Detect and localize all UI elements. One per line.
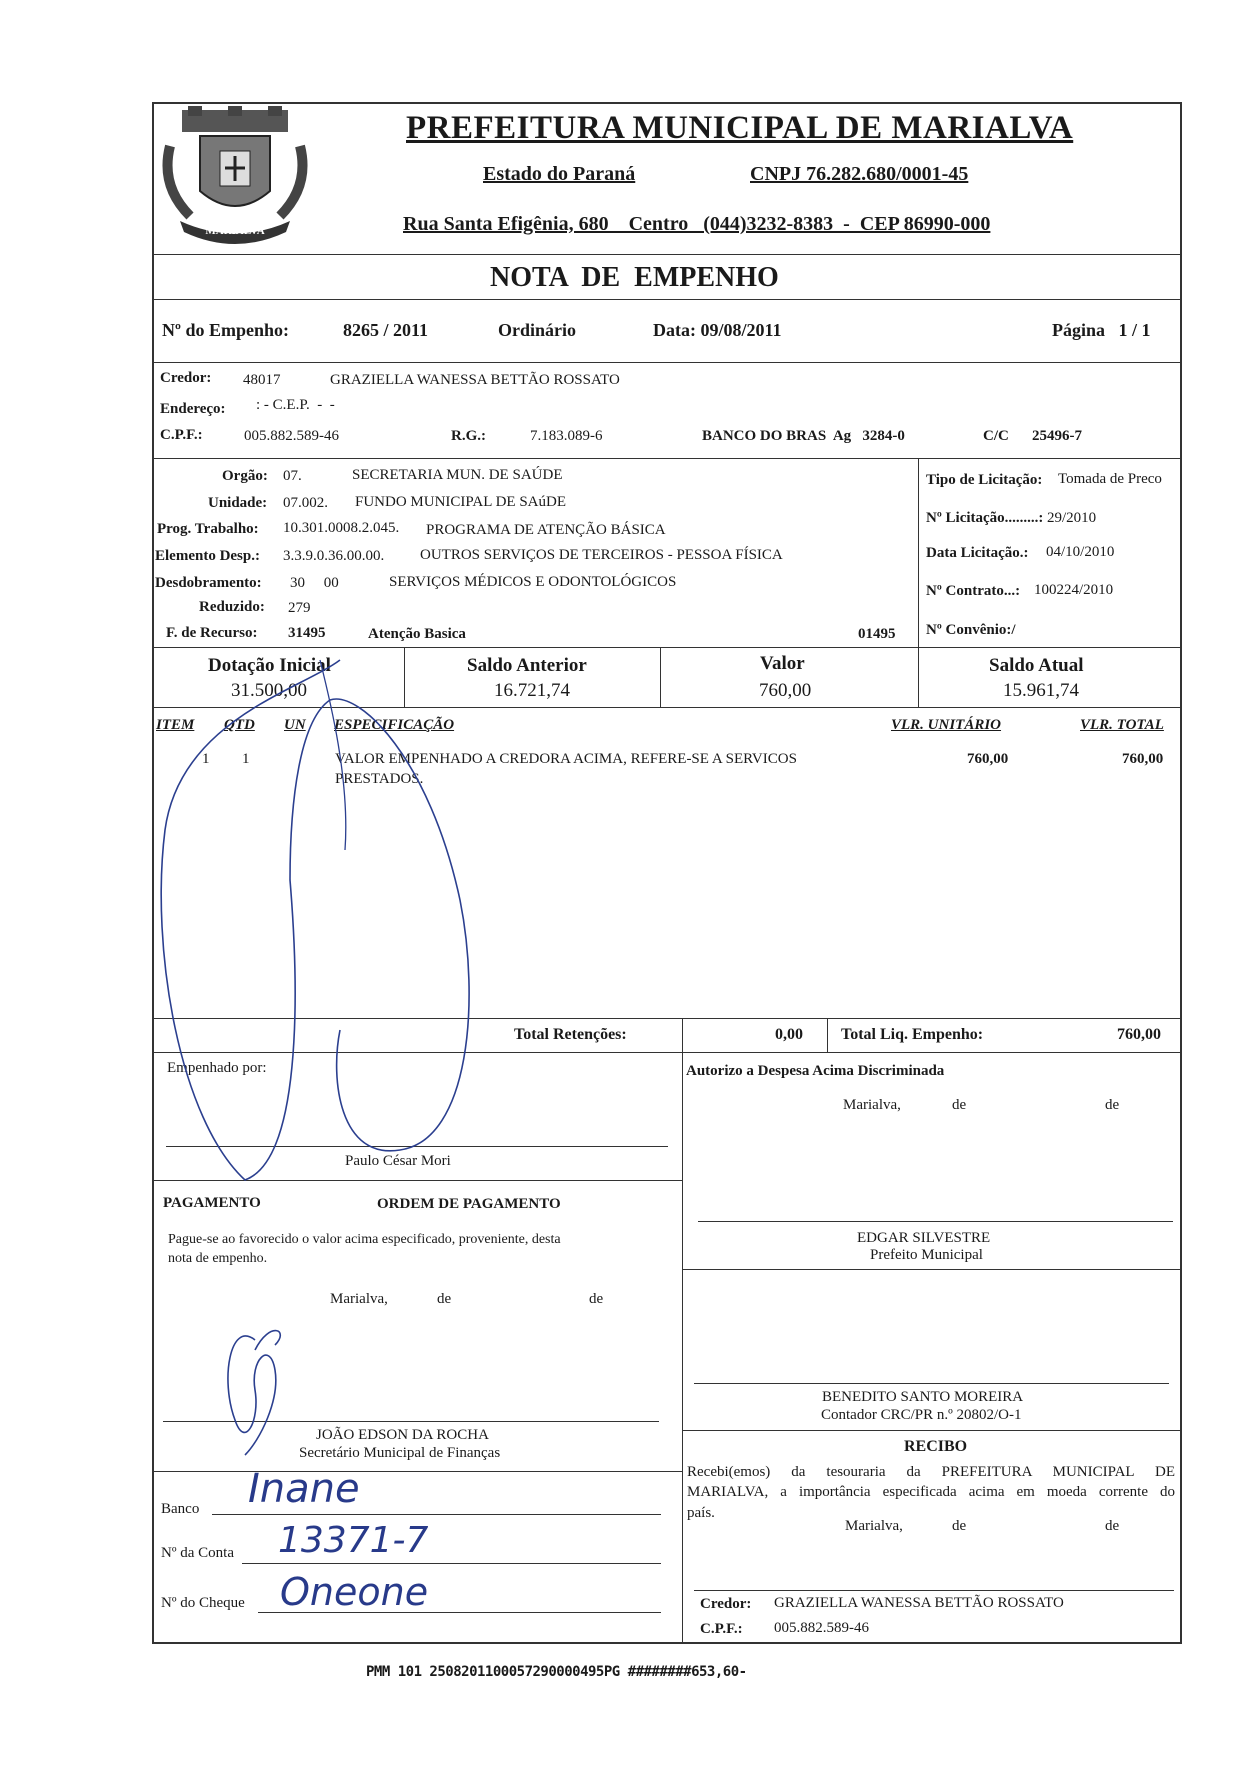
autorizo-label: Autorizo a Despesa Acima Discriminada	[686, 1063, 945, 1079]
header-address: Rua Santa Efigênia, 680 Centro (044)3232-8383 - CEP 86990-000	[403, 213, 991, 235]
empenho-number: 8265 / 2011	[343, 320, 429, 340]
banco-info: BANCO DO BRAS Ag 3284-0	[702, 428, 905, 444]
rg-value: 7.183.089-6	[530, 428, 603, 444]
autorizo-de1: de	[952, 1097, 967, 1113]
licitacao-date-label: Data Licitação.:	[926, 545, 1029, 561]
svg-text:MARIALVA: MARIALVA	[205, 225, 265, 237]
credor-name: GRAZIELLA WANESSA BETTÃO ROSSATO	[330, 372, 620, 388]
licitacao-date-value: 04/10/2010	[1046, 544, 1115, 560]
recibo-credor-label: Credor:	[700, 1596, 752, 1612]
cheque-handwritten: Oneone	[280, 1570, 429, 1614]
footer-code: PMM 101 2508201100057290000495PG ########653,60-	[366, 1664, 747, 1680]
ordem-pagamento-label: ORDEM DE PAGAMENTO	[377, 1196, 561, 1212]
empenho-type: Ordinário	[498, 320, 577, 340]
fonte-desc: Atenção Basica	[368, 626, 466, 642]
saldo-atual-label: Saldo Atual	[989, 655, 1084, 676]
col-item: ITEM	[156, 717, 195, 733]
pagamento-role: Secretário Municipal de Finanças	[299, 1445, 501, 1461]
valor-label: Valor	[760, 653, 805, 674]
reduzido-label: Reduzido:	[199, 599, 265, 615]
recibo-text-line2: MARIALVA, a importância especificada acima em moeda corrente do	[687, 1484, 1175, 1500]
reduzido-value: 279	[288, 600, 311, 616]
col-qtd: QTD	[224, 717, 255, 733]
desdobramento-desc: SERVIÇOS MÉDICOS E ODONTOLÓGICOS	[389, 574, 677, 590]
unidade-value: 07.002.	[283, 495, 328, 511]
cpf-value: 005.882.589-46	[244, 428, 339, 444]
endereco-value: : - C.E.P. - -	[256, 397, 335, 413]
orgao-label: Orgão:	[222, 468, 268, 484]
empenhado-signer: Paulo César Mori	[345, 1153, 451, 1169]
empenho-label: Nº do Empenho:	[162, 320, 289, 340]
pagamento-signer: JOÃO EDSON DA ROCHA	[316, 1427, 489, 1443]
cc-label: C/C	[983, 428, 1009, 444]
prog-label: Prog. Trabalho:	[157, 521, 259, 537]
autorizo-signer: EDGAR SILVESTRE	[857, 1230, 991, 1246]
pagamento-label: PAGAMENTO	[163, 1195, 261, 1211]
licitacao-number-label: Nº Licitação.........:	[926, 510, 1044, 526]
recibo-text-line3: país.	[687, 1505, 715, 1521]
elemento-label: Elemento Desp.:	[155, 548, 260, 564]
licitacao-number-value: 29/2010	[1047, 510, 1097, 526]
dotacao-inicial-value: 31.500,00	[231, 680, 307, 701]
pagamento-de2: de	[589, 1291, 604, 1307]
cheque-label: Nº do Cheque	[161, 1595, 245, 1611]
recibo-text-line1: Recebi(emos) da tesouraria da PREFEITURA MUNICIPAL DE	[687, 1464, 1175, 1480]
row-item: 1	[202, 751, 210, 767]
empenhado-label: Empenhado por:	[167, 1060, 267, 1076]
unidade-desc: FUNDO MUNICIPAL DE SAúDE	[355, 494, 566, 510]
fonte-value: 31495	[288, 625, 326, 641]
col-vlr-unitario: VLR. UNITÁRIO	[891, 717, 1002, 733]
pagamento-text-line1: Pague-se ao favorecido o valor acima especificado, proveniente, desta	[168, 1232, 561, 1247]
licitacao-type-value: Tomada de Preco	[1058, 471, 1162, 487]
header-cnpj: CNPJ 76.282.680/0001-45	[750, 163, 969, 185]
row-qtd: 1	[242, 751, 250, 767]
desdobramento-label: Desdobramento:	[155, 575, 262, 591]
contador-signer: BENEDITO SANTO MOREIRA	[822, 1389, 1024, 1405]
recibo-credor-value: GRAZIELLA WANESSA BETTÃO ROSSATO	[774, 1595, 1064, 1611]
elemento-value: 3.3.9.0.36.00.00.	[283, 548, 385, 564]
page-number: Página 1 / 1	[1052, 320, 1151, 340]
row-vlr-total: 760,00	[1122, 751, 1164, 767]
col-un: UN	[284, 717, 306, 733]
total-retencoes-value: 0,00	[775, 1026, 803, 1043]
conta-label: Nº da Conta	[161, 1545, 234, 1561]
col-especificacao: ESPECIFICAÇÃO	[334, 717, 455, 733]
recibo-cpf-value: 005.882.589-46	[774, 1620, 869, 1636]
total-retencoes-label: Total Retenções:	[514, 1026, 627, 1043]
fonte-code: 01495	[858, 626, 896, 642]
recibo-place: Marialva,	[845, 1518, 903, 1534]
autorizo-role: Prefeito Municipal	[870, 1247, 983, 1263]
saldo-atual-value: 15.961,74	[1003, 680, 1079, 701]
recibo-title: RECIBO	[904, 1438, 968, 1455]
recibo-de2: de	[1105, 1518, 1120, 1534]
pagamento-text-line2: nota de empenho.	[168, 1251, 268, 1266]
contador-role: Contador CRC/PR n.º 20802/O-1	[821, 1407, 1022, 1423]
fonte-label: F. de Recurso:	[166, 625, 258, 641]
total-liquido-value: 760,00	[1117, 1026, 1161, 1043]
cpf-label: C.P.F.:	[160, 427, 203, 443]
banco-handwritten: Inane	[248, 1466, 360, 1512]
contrato-value: 100224/2010	[1034, 582, 1114, 598]
unidade-label: Unidade:	[208, 495, 268, 511]
row-vlr-unitario: 760,00	[967, 751, 1009, 767]
autorizo-place: Marialva,	[843, 1097, 901, 1113]
recibo-de1: de	[952, 1518, 967, 1534]
pagamento-de1: de	[437, 1291, 452, 1307]
pagamento-place: Marialva,	[330, 1291, 388, 1307]
signature-finance	[228, 1336, 276, 1455]
valor-value: 760,00	[759, 680, 812, 701]
licitacao-type-label: Tipo de Licitação:	[926, 472, 1043, 488]
total-liquido-label: Total Liq. Empenho:	[841, 1026, 984, 1043]
credor-label: Credor:	[160, 370, 212, 386]
saldo-anterior-value: 16.721,74	[494, 680, 570, 701]
autorizo-de2: de	[1105, 1097, 1120, 1113]
dotacao-inicial-label: Dotação Inicial	[208, 655, 331, 676]
signature-oval	[161, 660, 340, 1180]
saldo-anterior-label: Saldo Anterior	[467, 655, 587, 676]
row-especificacao-line2: PRESTADOS.	[335, 771, 424, 787]
prog-desc: PROGRAMA DE ATENÇÃO BÁSICA	[426, 522, 666, 538]
convenio-label: Nº Convênio:/	[926, 622, 1016, 638]
orgao-desc: SECRETARIA MUN. DE SAÚDE	[352, 467, 563, 483]
banco-label: Banco	[161, 1501, 200, 1517]
cc-value: 25496-7	[1032, 428, 1082, 444]
row-especificacao-line1: VALOR EMPENHADO A CREDORA ACIMA, REFERE-SE A SERVICOS	[335, 751, 797, 767]
elemento-desc: OUTROS SERVIÇOS DE TERCEIROS - PESSOA FÍSICA	[420, 547, 783, 563]
doc-title: NOTA DE EMPENHO	[490, 262, 779, 293]
col-vlr-total: VLR. TOTAL	[1080, 717, 1164, 733]
endereco-label: Endereço:	[160, 401, 226, 417]
recibo-cpf-label: C.P.F.:	[700, 1621, 743, 1637]
desdobramento-value: 30 00	[290, 575, 339, 591]
credor-code: 48017	[243, 372, 281, 388]
contrato-label: Nº Contrato...:	[926, 583, 1021, 599]
conta-handwritten: 13371-7	[278, 1520, 429, 1561]
orgao-value: 07.	[283, 468, 302, 484]
rg-label: R.G.:	[451, 428, 486, 444]
empenho-date: Data: 09/08/2011	[653, 320, 782, 340]
header-title: PREFEITURA MUNICIPAL DE MARIALVA	[406, 110, 1074, 146]
header-state: Estado do Paraná	[483, 163, 636, 185]
prog-value: 10.301.0008.2.045.	[283, 520, 400, 536]
